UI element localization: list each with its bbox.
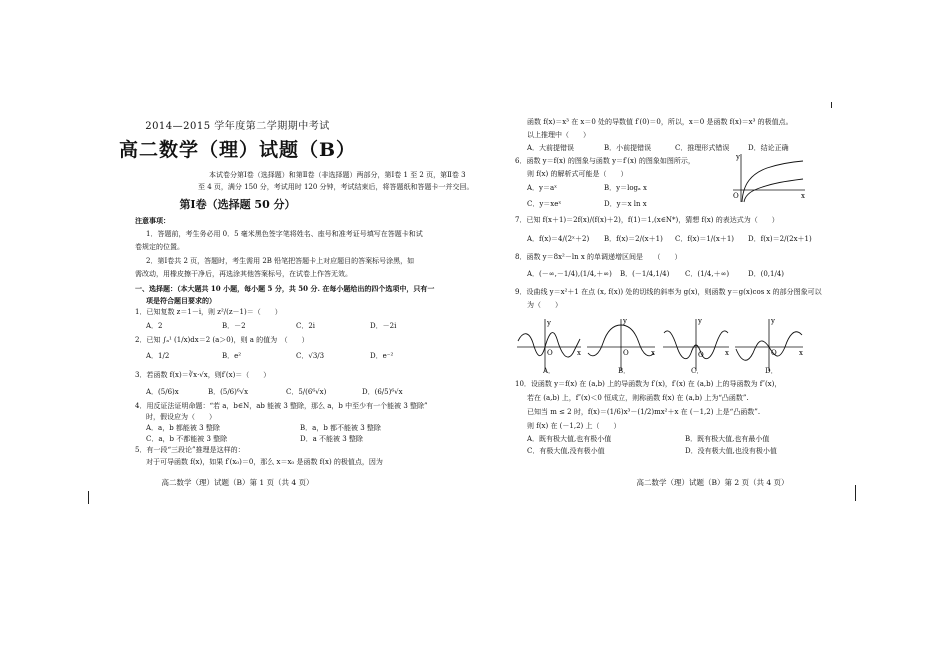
- q5-cont-line-1: 函数 f(x)＝x³ 在 x＝0 处的导数值 f′(0)＝0，所以，x＝0 是函数 f(x)＝x³ 的极值点。: [527, 118, 793, 126]
- q5-stem: 5．有一段“三段论”推理是这样的：: [135, 446, 245, 454]
- q9-option-a: A．: [543, 367, 556, 375]
- q4-option-a: A．a，b 都能被 3 整除: [146, 424, 220, 432]
- scan-edge-mark-right: [855, 485, 856, 501]
- q10-option-c: C．有极大值,没有极小值: [527, 447, 605, 455]
- q9-graph-a: [517, 319, 581, 371]
- q3-option-c: C．5/(6⁶√x): [286, 388, 327, 396]
- q9-c-y-label: y: [698, 317, 702, 325]
- exam-year-title: 2014—2015 学年度第二学期期中考试: [145, 121, 330, 132]
- q10-line-2: 若在 (a,b) 上，f″(x)＜0 恒成立，则称函数 f(x) 在 (a,b) 上为“凸函数”.: [527, 394, 749, 402]
- q1-option-a: A．2: [146, 322, 163, 330]
- q6-y-label: y: [736, 153, 740, 161]
- q6-curve-lower: [744, 179, 803, 202]
- q9-d-y-label: y: [771, 317, 775, 325]
- q10-line-4: 则 f(x) 在 (－1,2) 上（ ）: [527, 422, 621, 430]
- q4-option-d: D．a 不能被 3 整除: [300, 435, 363, 443]
- scan-edge-mark-top: [831, 102, 832, 108]
- choice-intro-1: 一、选择题：（本大题共 10 小题，每小题 5 分，共 50 分. 在每小题给出的四个选项中，只有一: [135, 284, 435, 293]
- q4-stem-2: 时，假设应为（ ）: [146, 413, 216, 421]
- q2-option-d: D．e⁻²: [370, 352, 394, 360]
- q9-d-x-label: x: [799, 349, 803, 357]
- page-2-footer: 高二数学（理）试题（B）第 2 页（共 4 页）: [636, 478, 789, 487]
- q9-a-origin-label: O: [547, 349, 553, 357]
- q2-option-c: C．√3/3: [296, 352, 325, 360]
- q9-graph-c: [663, 317, 729, 371]
- notice-line-2: 卷规定的位置。: [135, 243, 184, 251]
- q6-x-label: x: [801, 192, 805, 200]
- q2-option-a: A．1/2: [146, 352, 170, 360]
- q8-stem: 8．函数 y＝8x²－ln x 的单调递增区间是 （ ）: [515, 253, 682, 261]
- q6-stem: 6．函数 y＝f(x) 的图象与函数 y＝f′(x) 的图象如图所示，: [515, 157, 695, 165]
- q6-stem-2: 则 f(x) 的解析式可能是（ ）: [527, 170, 628, 178]
- q10-option-a: A．既有极大值,也有极小值: [527, 435, 612, 443]
- section-title: 第Ⅰ卷（选择题 50 分）: [179, 198, 296, 211]
- exam-main-title: 高二数学（理）试题（B）: [118, 139, 357, 161]
- q9-option-d: D．: [765, 367, 778, 375]
- q3-option-d: D．(6/5)⁶√x: [362, 388, 403, 396]
- q9-c-x-label: x: [725, 349, 729, 357]
- q10-option-b: B．既有极大值,也有最小值: [685, 435, 770, 443]
- q5-option-d: D．结论正确: [748, 144, 789, 152]
- q4-option-b: B．a，b 都不能被 3 整除: [300, 424, 381, 432]
- notice-line-3: 2．第Ⅰ卷共 2 页，答题时，考生需用 2B 铅笔把答题卡上对应题目的答案标号涂黑，如: [146, 257, 415, 265]
- page-1-footer: 高二数学（理）试题（B）第 1 页（共 4 页）: [161, 478, 314, 487]
- q9-a-y-label: y: [547, 319, 551, 327]
- q3-option-b: B．(5/6)⁶√x: [208, 388, 249, 396]
- q1-stem: 1．已知复数 z＝1－i，则 z²/(z－1)＝（ ）: [135, 308, 282, 316]
- q1-option-d: D．－2i: [370, 322, 397, 330]
- q7-option-d: D．f(x)＝2/(2x＋1): [748, 235, 812, 243]
- q7-option-b: B．f(x)＝2/(x＋1): [604, 235, 663, 243]
- q2-option-b: B．e²: [222, 352, 242, 360]
- q6-graph: [727, 150, 809, 204]
- intro-line-1: 本试卷分第Ⅰ卷（选择题）和第Ⅱ卷（非选择题）两部分，第Ⅰ卷 1 至 2 页，第Ⅱ卷 3: [209, 171, 466, 179]
- q6-option-c: C．y＝xeˣ: [527, 200, 562, 208]
- q10-line-1: 10．设函数 y＝f(x) 在 (a,b) 上的导函数为 f′(x)，f′(x) 在 (a,b) 上的导函数为 f″(x)，: [515, 380, 782, 388]
- notice-title: 注意事项：: [135, 216, 170, 225]
- q8-option-c: C．(1/4,＋∞): [685, 270, 730, 278]
- q10-option-d: D．没有极大值,也没有极小值: [685, 447, 777, 455]
- q9-graph-b: [587, 317, 655, 371]
- q6-curve-upper: [742, 161, 803, 202]
- q9-b-x-label: x: [651, 349, 655, 357]
- notice-line-1: 1．答题前，考生务必用 0．5 毫米黑色签字笔将姓名、座号和准考证号填写在答题卡和试: [146, 230, 423, 238]
- q10-line-3: 已知当 m ≤ 2 时，f(x)＝(1/6)x³－(1/2)mx²＋x 在 (－1,2) 上是“凸函数”.: [527, 408, 761, 416]
- q9-graph-d: [735, 317, 803, 371]
- q1-option-b: B．－2: [222, 322, 246, 330]
- q8-option-a: A．(－∞,－1/4),(1/4,＋∞): [527, 270, 612, 278]
- q5-cont-line-2: 以上推理中（ ）: [527, 131, 590, 139]
- intro-line-2: 至 4 页，满分 150 分，考试用时 120 分钟，考试结束后，将答题纸和答题卡一并交回。: [198, 183, 474, 191]
- q5-option-c: C．推理形式错误: [675, 144, 730, 152]
- exam-page-2: [475, 0, 950, 672]
- q9-stem: 9．设曲线 y＝x²＋1 在点 (x, f(x)) 处的切线的斜率为 g(x)，则函数 y＝g(x)cos x 的部分图象可以: [515, 288, 822, 296]
- q7-option-c: C．f(x)＝1/(x＋1): [675, 235, 735, 243]
- q5-option-b: B．小前提错误: [604, 144, 652, 152]
- q9-option-b: B．: [618, 367, 631, 375]
- q8-option-d: D．(0,1/4): [748, 270, 785, 278]
- q4-option-c: C．a，b 不都能被 3 整除: [146, 435, 228, 443]
- q2-stem: 2．已知 ∫ₐ¹ (1/x)dx＝2 (a＞0)，则 a 的值为 （ ）: [135, 336, 309, 344]
- q3-option-a: A．(5/6)x: [146, 388, 179, 396]
- q1-option-c: C．2i: [296, 322, 316, 330]
- q7-option-a: A．f(x)＝4/(2ˣ＋2): [527, 235, 590, 243]
- q5-stem-2: 对于可导函数 f(x)，如果 f′(x₀)＝0，那么 x＝x₀ 是函数 f(x) 的极值点，因为: [146, 458, 383, 466]
- q9-b-origin-label: O: [623, 349, 629, 357]
- q7-stem: 7．已知 f(x＋1)＝2f(x)/(f(x)＋2)，f(1)＝1,(x∈N*)，猜想 f(x) 的表达式为（ ）: [515, 216, 779, 224]
- q6-option-b: B．y＝logₐ x: [604, 184, 647, 192]
- q9-graphs: [515, 313, 805, 373]
- q4-stem: 4．用反证法证明命题：“若 a，b∈N，ab 能被 3 整除，那么 a，b 中至少有一个能被 3 整除”: [135, 402, 428, 410]
- q5-option-a: A．大前提错误: [527, 144, 575, 152]
- q6-option-d: D．y＝x ln x: [604, 200, 647, 208]
- q9-c-origin-label: O: [698, 351, 704, 359]
- q8-option-b: B．(－1/4,1/4): [620, 270, 670, 278]
- q9-b-y-label: y: [623, 317, 627, 325]
- q6-option-a: A．y＝aˣ: [527, 184, 558, 192]
- q6-origin-label: O: [733, 192, 739, 200]
- q3-stem: 3．若函数 f(x)＝∛x·√x，则f′(x)＝（ ）: [135, 371, 271, 379]
- q9-option-c: C．: [691, 367, 704, 375]
- q9-a-x-label: x: [577, 349, 581, 357]
- notice-line-4: 需改动，用橡皮擦干净后，再选涂其他答案标号，在试卷上作答无效。: [135, 270, 352, 278]
- choice-intro-2: 项是符合题目要求的）: [146, 296, 216, 305]
- q9-stem-2: 为（ ）: [527, 301, 562, 309]
- q9-d-origin-label: O: [771, 349, 777, 357]
- scan-edge-mark-left: [88, 491, 89, 504]
